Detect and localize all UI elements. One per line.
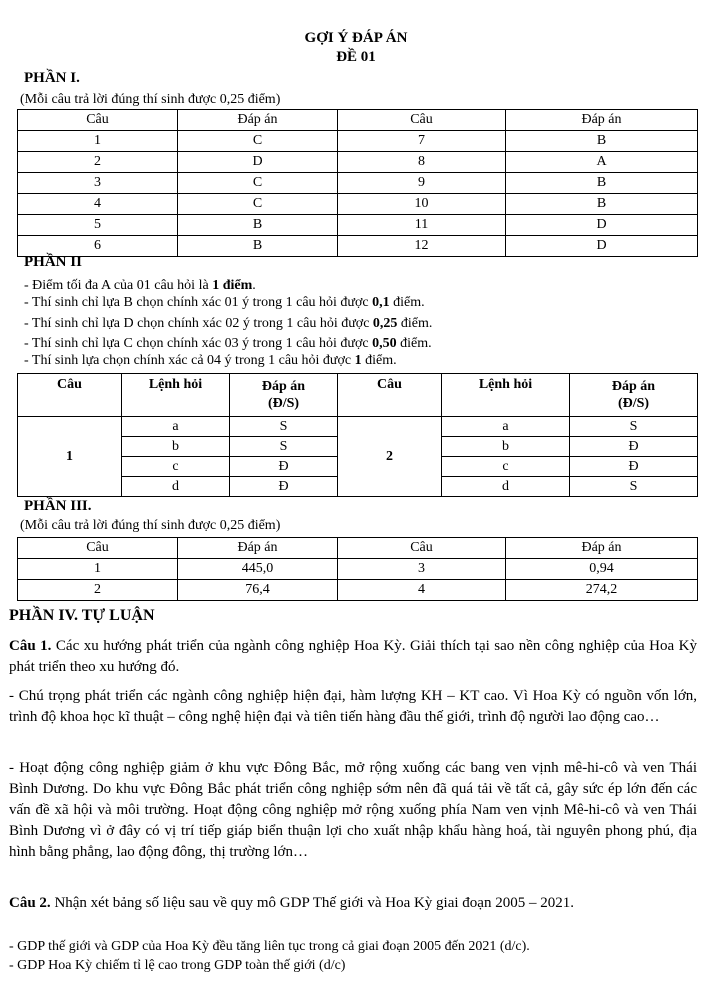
table-cell: d [122, 477, 230, 497]
question-number: 2 [338, 417, 442, 497]
table-cell: S [230, 437, 338, 457]
question-1: Câu 1. Các xu hướng phát triển của ngành công nghiệp Hoa Kỳ. Giải thích tại sao nền công nghiệp của Hoa Kỳ phát triển theo xu hướng đó. [9, 638, 697, 675]
table-cell: Đ [570, 457, 698, 477]
column-header: Câu [338, 374, 442, 417]
table-cell: 1 [18, 131, 178, 152]
table-cell: B [178, 215, 338, 236]
table-cell: 76,4 [178, 580, 338, 601]
part1-note: (Mỗi câu trả lời đúng thí sinh được 0,25 điểm) [20, 92, 281, 107]
column-header: Lệnh hỏi [122, 374, 230, 417]
table-cell: Đ [230, 477, 338, 497]
table-cell: S [230, 417, 338, 437]
table-cell: 2 [18, 152, 178, 173]
table-cell: 0,94 [506, 559, 698, 580]
column-header: Đáp án [178, 538, 338, 559]
document-title: GỢI Ý ĐÁP ÁN [304, 30, 408, 46]
table-cell: B [506, 131, 698, 152]
column-header: Đáp án [506, 110, 698, 131]
table-cell: 6 [18, 236, 178, 257]
question-1-answer-1: - Chú trọng phát triển các ngành công nghiệp hiện đại, hàm lượng KH – KT cao. Vì Hoa Kỳ có nguồn vốn lớn, trình độ khoa học kĩ thuật – công nghệ hiện đại và tiên tiến hàng đầu thế giới, trình độ người lao động cao… [9, 688, 697, 725]
column-header: Câu [18, 110, 178, 131]
part3-heading: PHẦN III. [24, 498, 92, 514]
table-row [18, 236, 698, 257]
part3-note: (Mỗi câu trả lời đúng thí sinh được 0,25 điểm) [20, 518, 281, 533]
table-cell: C [178, 173, 338, 194]
table-cell: 11 [338, 215, 506, 236]
part2-answer-table [17, 373, 698, 497]
column-header: Câu [18, 538, 178, 559]
question-2-answer-2: - GDP Hoa Kỳ chiếm tỉ lệ cao trong GDP toàn thế giới (d/c) [9, 958, 346, 973]
table-cell: Đ [230, 457, 338, 477]
question-2: Câu 2. Nhận xét bảng số liệu sau về quy mô GDP Thế giới và Hoa Kỳ giai đoạn 2005 – 2021. [9, 895, 574, 911]
part2-rule-3: - Thí sinh chỉ lựa D chọn chính xác 02 ý trong 1 câu hỏi được 0,25 điểm. [24, 316, 433, 331]
table-cell: B [506, 194, 698, 215]
part2-rule-1: - Điểm tối đa A của 01 câu hỏi là 1 điểm. [24, 278, 256, 293]
table-row [18, 194, 698, 215]
table-cell: 4 [18, 194, 178, 215]
part1-answer-table [17, 109, 698, 257]
table-row [18, 131, 698, 152]
table-cell: 3 [338, 559, 506, 580]
table-cell: b [122, 437, 230, 457]
part3-answer-table [17, 537, 698, 601]
table-cell: A [506, 152, 698, 173]
table-cell: 445,0 [178, 559, 338, 580]
table-cell: C [178, 194, 338, 215]
column-header: Lệnh hỏi [442, 374, 570, 417]
column-header: Câu [18, 374, 122, 417]
table-cell: C [178, 131, 338, 152]
part1-heading: PHẦN I. [24, 70, 80, 86]
table-cell: c [442, 457, 570, 477]
table-row [18, 215, 698, 236]
table-row [18, 580, 698, 601]
document-subtitle: ĐỀ 01 [336, 49, 376, 65]
table-cell: B [506, 173, 698, 194]
table-row [18, 152, 698, 173]
table-cell: S [570, 477, 698, 497]
table-cell: S [570, 417, 698, 437]
part4-heading: PHẦN IV. TỰ LUẬN [9, 607, 155, 624]
table-cell: 5 [18, 215, 178, 236]
table-cell: 10 [338, 194, 506, 215]
table-cell: 3 [18, 173, 178, 194]
question-1-answer-2: - Hoạt động công nghiệp giảm ở khu vực Đông Bắc, mở rộng xuống các bang ven vịnh mê-hi-cô và ven Thái Bình Dương. Do khu vực Đông Bắc phát triển công nghiệp sớm nên đã quá tải về tất cả, gây sức ép lớn đến các vấn đề xã hội và môi trường. Hoạt động công nghiệp mở rộng xuống phía Nam ven vịnh Mê-hi-cô và ven Thái Bình Dương vì ở đây có vị trí tiếp giáp biển thuận lợi cho xuất nhập khẩu hàng hoá, tài nguyên phong phú, địa hình bằng phẳng, lao động đông, thị trường lớn… [9, 760, 697, 860]
table-cell: D [178, 152, 338, 173]
table-cell: 9 [338, 173, 506, 194]
table-header-row [18, 110, 698, 131]
column-header: Đáp án (Đ/S) [570, 374, 698, 417]
table-header-row [18, 538, 698, 559]
table-cell: 12 [338, 236, 506, 257]
table-cell: 8 [338, 152, 506, 173]
table-cell: 2 [18, 580, 178, 601]
table-cell: D [506, 215, 698, 236]
table-row [18, 559, 698, 580]
table-cell: B [178, 236, 338, 257]
table-header-row [18, 374, 698, 417]
column-header: Đáp án (Đ/S) [230, 374, 338, 417]
column-header: Đáp án [506, 538, 698, 559]
table-cell: a [442, 417, 570, 437]
column-header: Câu [338, 110, 506, 131]
part2-heading: PHẦN II [24, 254, 82, 270]
column-header: Đáp án [178, 110, 338, 131]
question-2-answer-1: - GDP thế giới và GDP của Hoa Kỳ đều tăng liên tục trong cả giai đoạn 2005 đến 2021 (d/c). [9, 939, 530, 954]
part2-rule-2: - Thí sinh chỉ lựa B chọn chính xác 01 ý trong 1 câu hỏi được 0,1 điểm. [24, 295, 425, 310]
table-cell: Đ [570, 437, 698, 457]
table-cell: D [506, 236, 698, 257]
table-cell: a [122, 417, 230, 437]
table-cell: 274,2 [506, 580, 698, 601]
table-cell: 1 [18, 559, 178, 580]
table-cell: 4 [338, 580, 506, 601]
table-cell: c [122, 457, 230, 477]
table-row [18, 417, 698, 437]
part2-rule-5: - Thí sinh lựa chọn chính xác cả 04 ý trong 1 câu hỏi được 1 điểm. [24, 353, 397, 368]
table-cell: d [442, 477, 570, 497]
table-row [18, 173, 698, 194]
question-number: 1 [18, 417, 122, 497]
table-cell: 7 [338, 131, 506, 152]
table-cell: b [442, 437, 570, 457]
column-header: Câu [338, 538, 506, 559]
part2-rule-4: - Thí sinh chỉ lựa C chọn chính xác 03 ý trong 1 câu hỏi được 0,50 điểm. [24, 336, 432, 351]
